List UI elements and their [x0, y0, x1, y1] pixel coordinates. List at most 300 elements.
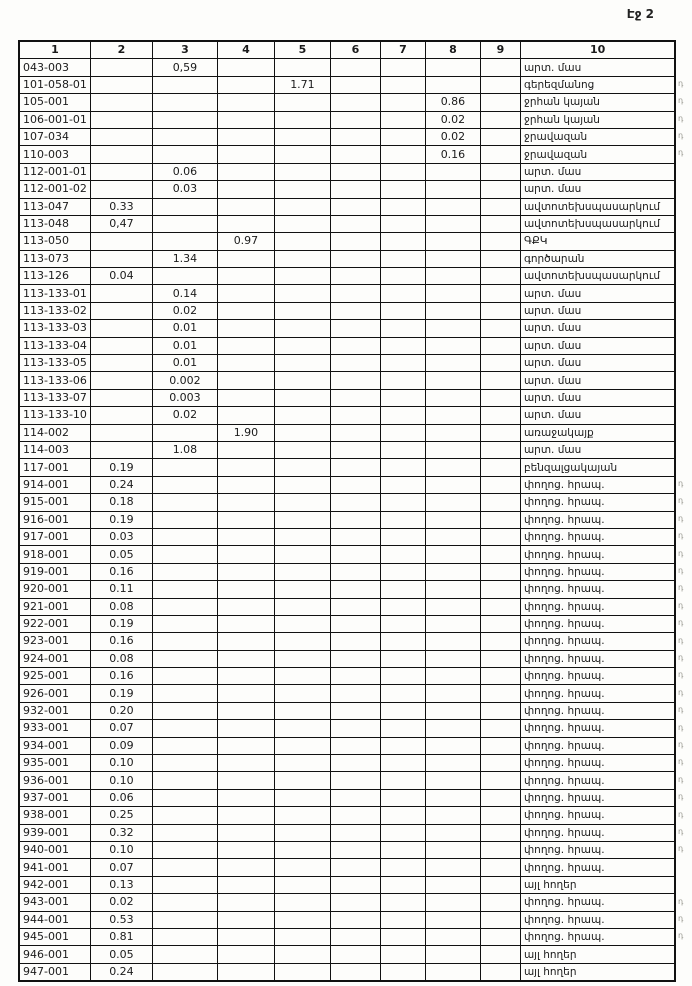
table-row	[19, 268, 675, 285]
row-value-col8	[425, 337, 480, 354]
row-value-col2: 0.07	[90, 859, 152, 876]
row-value-col7	[380, 76, 425, 93]
row-value-col9	[480, 59, 520, 76]
row-description: ջրհան կայան	[520, 94, 675, 111]
row-value-col7	[380, 546, 425, 563]
row-description: ջրավազան	[520, 146, 675, 163]
table-row	[19, 615, 675, 632]
table-row	[19, 702, 675, 719]
row-value-col7	[380, 807, 425, 824]
row-description: փողոց. հրապ.	[520, 581, 675, 598]
row-value-col3: 1.08	[152, 441, 217, 458]
row-value-col3	[152, 946, 217, 963]
table-row	[19, 737, 675, 754]
row-value-col4	[217, 598, 274, 615]
row-value-col9	[480, 181, 520, 198]
row-value-col3	[152, 528, 217, 545]
row-value-col5	[274, 789, 330, 806]
row-code: 113-133-03	[19, 320, 90, 337]
row-code: 114-003	[19, 441, 90, 458]
row-value-col7	[380, 789, 425, 806]
row-value-col8	[425, 581, 480, 598]
row-value-col8	[425, 76, 480, 93]
table-row	[19, 928, 675, 945]
row-value-col4	[217, 389, 274, 406]
row-value-col8	[425, 650, 480, 667]
row-value-col5	[274, 302, 330, 319]
row-value-col8	[425, 233, 480, 250]
table-row	[19, 285, 675, 302]
row-description: փողոց. հրապ.	[520, 615, 675, 632]
table-row	[19, 720, 675, 737]
row-value-col9	[480, 250, 520, 267]
row-value-col3	[152, 615, 217, 632]
row-value-col2: 0.53	[90, 911, 152, 928]
column-header-2: 2	[90, 41, 152, 59]
row-value-col3	[152, 894, 217, 911]
margin-note: դ	[678, 687, 684, 697]
row-value-col6	[330, 146, 380, 163]
row-value-col5	[274, 111, 330, 128]
row-code: 942-001	[19, 876, 90, 893]
row-value-col8	[425, 372, 480, 389]
row-value-col6	[330, 233, 380, 250]
row-description: ավտոտեխսպասարկում	[520, 268, 675, 285]
row-value-col8	[425, 720, 480, 737]
row-value-col9	[480, 476, 520, 493]
row-value-col2: 0.10	[90, 755, 152, 772]
row-value-col9	[480, 528, 520, 545]
row-value-col7	[380, 233, 425, 250]
table-row	[19, 355, 675, 372]
row-code: 114-002	[19, 424, 90, 441]
row-value-col4	[217, 441, 274, 458]
row-value-col5	[274, 720, 330, 737]
row-value-col5	[274, 755, 330, 772]
row-value-col8	[425, 511, 480, 528]
row-code: 946-001	[19, 946, 90, 963]
row-value-col7	[380, 859, 425, 876]
table-row	[19, 668, 675, 685]
row-value-col6	[330, 685, 380, 702]
row-value-col4	[217, 563, 274, 580]
row-value-col5	[274, 198, 330, 215]
row-description: այլ հողեր	[520, 946, 675, 963]
row-value-col3	[152, 963, 217, 981]
row-value-col6	[330, 581, 380, 598]
row-value-col4	[217, 181, 274, 198]
table-row	[19, 163, 675, 180]
row-value-col7	[380, 250, 425, 267]
row-value-col9	[480, 789, 520, 806]
row-value-col4	[217, 163, 274, 180]
row-code: 919-001	[19, 563, 90, 580]
table-row	[19, 546, 675, 563]
row-value-col8	[425, 841, 480, 858]
row-value-col5	[274, 128, 330, 145]
row-value-col4	[217, 459, 274, 476]
table-row	[19, 76, 675, 93]
row-description: ԳՔԿ	[520, 233, 675, 250]
row-value-col5: 1.71	[274, 76, 330, 93]
row-value-col5	[274, 94, 330, 111]
row-value-col7	[380, 128, 425, 145]
row-description: արտ. մաս	[520, 407, 675, 424]
row-value-col2: 0.03	[90, 528, 152, 545]
table-row	[19, 511, 675, 528]
row-value-col7	[380, 894, 425, 911]
row-value-col3	[152, 824, 217, 841]
row-value-col2: 0.24	[90, 963, 152, 981]
row-value-col6	[330, 59, 380, 76]
row-code: 937-001	[19, 789, 90, 806]
column-header-10: 10	[520, 41, 675, 59]
row-value-col5	[274, 615, 330, 632]
row-value-col3: 0.03	[152, 181, 217, 198]
row-value-col2: 0.05	[90, 946, 152, 963]
row-value-col7	[380, 824, 425, 841]
row-value-col2: 0.16	[90, 668, 152, 685]
row-value-col2	[90, 146, 152, 163]
row-code: 113-133-10	[19, 407, 90, 424]
margin-note: դ	[678, 78, 684, 88]
row-description: փողոց. հրապ.	[520, 702, 675, 719]
row-code: 105-001	[19, 94, 90, 111]
row-value-col2: 0.13	[90, 876, 152, 893]
row-value-col8	[425, 528, 480, 545]
row-value-col5	[274, 772, 330, 789]
row-value-col5	[274, 389, 330, 406]
row-value-col6	[330, 859, 380, 876]
row-description: այլ հողեր	[520, 876, 675, 893]
row-value-col8	[425, 824, 480, 841]
table-row	[19, 581, 675, 598]
row-value-col4	[217, 685, 274, 702]
page-number-label: Էջ 2	[626, 7, 654, 21]
row-value-col6	[330, 615, 380, 632]
column-header-5: 5	[274, 41, 330, 59]
row-value-col9	[480, 824, 520, 841]
row-value-col7	[380, 633, 425, 650]
row-value-col7	[380, 407, 425, 424]
row-value-col9	[480, 702, 520, 719]
row-value-col6	[330, 163, 380, 180]
row-value-col5	[274, 355, 330, 372]
row-value-col8: 0.16	[425, 146, 480, 163]
row-value-col6	[330, 702, 380, 719]
row-value-col2	[90, 59, 152, 76]
row-value-col2	[90, 94, 152, 111]
row-code: 922-001	[19, 615, 90, 632]
row-value-col7	[380, 337, 425, 354]
margin-note: դ	[678, 148, 684, 158]
row-value-col5	[274, 320, 330, 337]
row-description: ավտոտեխսպասարկում	[520, 215, 675, 232]
table-row	[19, 337, 675, 354]
row-value-col5	[274, 268, 330, 285]
row-value-col8	[425, 459, 480, 476]
row-value-col2: 0,47	[90, 215, 152, 232]
row-value-col9	[480, 459, 520, 476]
row-value-col4	[217, 859, 274, 876]
row-value-col2: 0.10	[90, 772, 152, 789]
row-code: 113-050	[19, 233, 90, 250]
row-value-col8	[425, 633, 480, 650]
table-row	[19, 824, 675, 841]
column-header-6: 6	[330, 41, 380, 59]
row-value-col6	[330, 946, 380, 963]
row-value-col5	[274, 894, 330, 911]
row-value-col7	[380, 720, 425, 737]
row-value-col8	[425, 963, 480, 981]
row-value-col4	[217, 476, 274, 493]
row-value-col6	[330, 755, 380, 772]
row-value-col3: 0.02	[152, 407, 217, 424]
row-value-col7	[380, 302, 425, 319]
row-description: արտ. մաս	[520, 181, 675, 198]
row-value-col8	[425, 215, 480, 232]
row-value-col5	[274, 459, 330, 476]
row-value-col7	[380, 198, 425, 215]
row-value-col5	[274, 876, 330, 893]
row-code: 947-001	[19, 963, 90, 981]
row-code: 043-003	[19, 59, 90, 76]
table-row	[19, 407, 675, 424]
row-value-col6	[330, 563, 380, 580]
row-description: առաջակայք	[520, 424, 675, 441]
row-value-col3	[152, 633, 217, 650]
row-value-col7	[380, 441, 425, 458]
row-value-col9	[480, 407, 520, 424]
row-code: 113-048	[19, 215, 90, 232]
row-value-col7	[380, 928, 425, 945]
row-value-col6	[330, 128, 380, 145]
row-value-col2: 0.08	[90, 650, 152, 667]
row-value-col8	[425, 772, 480, 789]
row-value-col6	[330, 76, 380, 93]
row-value-col2	[90, 320, 152, 337]
table-row	[19, 389, 675, 406]
row-description: փողոց. հրապ.	[520, 528, 675, 545]
margin-note: դ	[678, 809, 684, 819]
margin-note: դ	[678, 914, 684, 923]
row-value-col5	[274, 285, 330, 302]
row-value-col6	[330, 789, 380, 806]
row-value-col5	[274, 250, 330, 267]
row-value-col7	[380, 528, 425, 545]
row-value-col3	[152, 911, 217, 928]
row-value-col5	[274, 146, 330, 163]
margin-note: դ	[678, 757, 684, 767]
row-value-col8	[425, 407, 480, 424]
row-value-col8	[425, 615, 480, 632]
row-code: 926-001	[19, 685, 90, 702]
row-value-col9	[480, 320, 520, 337]
row-value-col9	[480, 772, 520, 789]
row-value-col9	[480, 494, 520, 511]
row-value-col2: 0.04	[90, 268, 152, 285]
row-value-col6	[330, 546, 380, 563]
row-value-col3	[152, 876, 217, 893]
row-value-col7	[380, 163, 425, 180]
row-value-col6	[330, 285, 380, 302]
row-value-col7	[380, 476, 425, 493]
row-value-col3	[152, 720, 217, 737]
margin-note: դ	[678, 113, 684, 123]
row-value-col6	[330, 824, 380, 841]
row-value-col3	[152, 789, 217, 806]
row-value-col4	[217, 250, 274, 267]
row-value-col7	[380, 755, 425, 772]
table-row	[19, 633, 675, 650]
row-value-col9	[480, 668, 520, 685]
row-value-col3	[152, 859, 217, 876]
row-value-col3	[152, 128, 217, 145]
row-value-col6	[330, 215, 380, 232]
row-value-col7	[380, 372, 425, 389]
row-value-col3	[152, 215, 217, 232]
row-value-col4	[217, 755, 274, 772]
row-value-col9	[480, 355, 520, 372]
row-value-col8	[425, 424, 480, 441]
row-value-col9	[480, 963, 520, 981]
row-value-col7	[380, 737, 425, 754]
row-value-col3	[152, 650, 217, 667]
row-value-col8: 0.02	[425, 111, 480, 128]
row-description: ջրավազան	[520, 128, 675, 145]
row-value-col5	[274, 946, 330, 963]
row-value-col8	[425, 268, 480, 285]
row-code: 932-001	[19, 702, 90, 719]
row-value-col8	[425, 355, 480, 372]
row-value-col8	[425, 946, 480, 963]
row-code: 113-133-01	[19, 285, 90, 302]
row-value-col8	[425, 59, 480, 76]
row-value-col8	[425, 685, 480, 702]
row-value-col8	[425, 476, 480, 493]
row-description: փողոց. հրապ.	[520, 772, 675, 789]
row-value-col6	[330, 407, 380, 424]
row-description: փողոց. հրապ.	[520, 824, 675, 841]
table-row	[19, 563, 675, 580]
row-value-col6	[330, 911, 380, 928]
row-value-col9	[480, 615, 520, 632]
row-value-col3	[152, 841, 217, 858]
row-description: փողոց. հրապ.	[520, 737, 675, 754]
row-value-col2: 0.06	[90, 789, 152, 806]
row-value-col4	[217, 789, 274, 806]
row-value-col5	[274, 859, 330, 876]
row-value-col5	[274, 598, 330, 615]
row-value-col8	[425, 859, 480, 876]
row-value-col5	[274, 841, 330, 858]
row-code: 944-001	[19, 911, 90, 928]
row-code: 113-133-02	[19, 302, 90, 319]
table-row	[19, 215, 675, 232]
margin-note: դ	[678, 496, 684, 506]
row-value-col6	[330, 94, 380, 111]
row-value-col5	[274, 476, 330, 493]
row-value-col4	[217, 94, 274, 111]
row-value-col5	[274, 372, 330, 389]
row-value-col5	[274, 928, 330, 945]
row-value-col8	[425, 320, 480, 337]
row-value-col9	[480, 633, 520, 650]
row-value-col6	[330, 111, 380, 128]
row-value-col4	[217, 76, 274, 93]
column-header-4: 4	[217, 41, 274, 59]
row-value-col8	[425, 163, 480, 180]
row-value-col4	[217, 650, 274, 667]
row-value-col3	[152, 807, 217, 824]
row-code: 113-047	[19, 198, 90, 215]
row-value-col6	[330, 372, 380, 389]
row-value-col3	[152, 928, 217, 945]
row-value-col3	[152, 511, 217, 528]
row-value-col7	[380, 111, 425, 128]
margin-note: դ	[678, 96, 684, 106]
row-value-col3	[152, 563, 217, 580]
row-description: փողոց. հրապ.	[520, 894, 675, 911]
row-value-col8	[425, 668, 480, 685]
column-header-7: 7	[380, 41, 425, 59]
row-value-col4	[217, 494, 274, 511]
row-value-col9	[480, 233, 520, 250]
row-value-col6	[330, 198, 380, 215]
row-value-col5	[274, 737, 330, 754]
row-code: 117-001	[19, 459, 90, 476]
row-value-col8	[425, 250, 480, 267]
row-value-col5	[274, 581, 330, 598]
row-description: ջրհան կայան	[520, 111, 675, 128]
row-value-col2: 0.08	[90, 598, 152, 615]
row-value-col3: 0.06	[152, 163, 217, 180]
row-description: գերեզմանոց	[520, 76, 675, 93]
row-value-col7	[380, 650, 425, 667]
row-value-col8	[425, 789, 480, 806]
row-value-col4	[217, 702, 274, 719]
row-code: 107-034	[19, 128, 90, 145]
row-value-col4	[217, 59, 274, 76]
row-value-col9	[480, 146, 520, 163]
row-value-col5	[274, 963, 330, 981]
row-value-col4	[217, 407, 274, 424]
column-header-3: 3	[152, 41, 217, 59]
land-parcel-table	[18, 40, 676, 982]
row-description: փողոց. հրապ.	[520, 563, 675, 580]
row-description: փողոց. հրապ.	[520, 807, 675, 824]
row-value-col9	[480, 859, 520, 876]
margin-note: դ	[678, 653, 684, 662]
row-description: փողոց. հրապ.	[520, 494, 675, 511]
row-value-col9	[480, 215, 520, 232]
row-value-col8	[425, 702, 480, 719]
row-value-col2	[90, 424, 152, 441]
row-description: արտ. մաս	[520, 441, 675, 458]
row-value-col5	[274, 807, 330, 824]
row-value-col4	[217, 720, 274, 737]
row-value-col2: 0.16	[90, 633, 152, 650]
margin-note: դ	[678, 566, 684, 575]
row-value-col6	[330, 737, 380, 754]
table-row	[19, 181, 675, 198]
row-value-col4	[217, 320, 274, 337]
row-code: 945-001	[19, 928, 90, 945]
row-value-col4	[217, 581, 274, 598]
row-value-col7	[380, 876, 425, 893]
column-header-1: 1	[19, 41, 90, 59]
row-value-col8	[425, 441, 480, 458]
